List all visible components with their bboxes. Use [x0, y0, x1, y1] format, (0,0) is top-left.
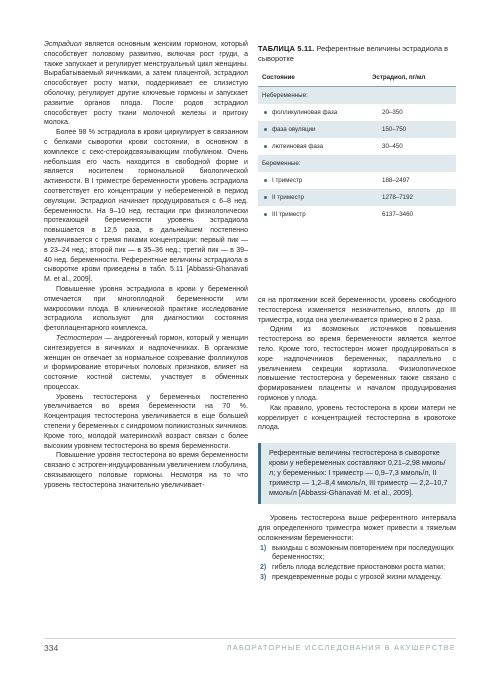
paragraph-complications: Уровень тестостерона выше референтного интервала для определенного триместра может привести к тяжелым осложнениям беременности: [258, 515, 456, 542]
row-label: III триместр [272, 211, 306, 219]
list-item [258, 544, 456, 564]
reference-note-box: Референтные величины тестостерона в сыворотке крови у небеременных составляют 0,21–2,98 ммоль/л; у беременных: I триместр — 0,9–7,3 ммоль/л, II триместр — 1,2–8,4 ммоль/л, III триместр — 2,2–10,7 ммоль/л [Abbassi-Ghanavati M. et al., 2009]. [258, 443, 456, 504]
paragraph-testosterone-intro [44, 334, 248, 393]
list-item-text: выкидыш с возможным повторением при последующих беременностях; [272, 544, 454, 562]
table-header-row [258, 69, 456, 87]
term-testosterone: Тестостерон [56, 334, 103, 342]
row-value: 30–450 [382, 143, 403, 151]
table-block [258, 44, 456, 223]
table-group-row [258, 155, 456, 172]
table-number: ТАБЛИЦА 5.11. [258, 44, 315, 53]
bullet-icon [264, 213, 267, 216]
row-label: лютеиновая фаза [272, 143, 324, 151]
paragraph-continuation: ся на протяжении всей беременности, уровень свободного тестостерона изменяется незначительно, вплоть до III триместра, когда она увеличивается примерно в 2 раза. [258, 297, 456, 324]
paragraph-text: — андрогенный гормон, который у женщин синтезируется в яичниках и надпочечниках. В организме женщин он отвечает за нормальное созревание фолликулов и формирование вторичных половых признаков, влияет на состояние костной системы, участвует в обменных процессах. [44, 334, 248, 391]
paragraph-text: является основным женским гормоном, который способствует половому развитию, включая рост груди, а также запускает и регулирует менструальный цикл женщины. Вырабатываемый яичниками, а затем плацентой, эстрадиол способствует росту матки, поддерживает ее слизистую оболочку, регулирует другие ключевые гормоны и запускает развитие органов плода. После родов эстрадиол способствует росту ткани молочной железы и притоку молока. [44, 41, 248, 127]
footer-rule [44, 638, 456, 639]
row-value: 1278–7192 [382, 194, 413, 202]
row-value: 188–2497 [382, 177, 410, 185]
table-row [258, 104, 456, 121]
list-item [258, 563, 456, 573]
header-value: Эстрадиол, пг/мл [372, 74, 426, 82]
row-value: 6137–3460 [382, 211, 413, 219]
complications-list [258, 544, 456, 583]
list-marker: 2) [260, 564, 267, 572]
list-item-text: гибель плода вследствие приостановки роста матки; [272, 564, 446, 572]
list-item-text: преждевременные роды с угрозой жизни младенцу. [272, 573, 442, 581]
paragraph-estradiol-blood: Более 98 % эстрадиола в крови циркулирует в связанном с белками сыворотки крови состоянии, в основном в комплексе с секс-стероидсвязывающим глобулином. Очень небольшая его часть находится в свободной форме и является носителем гормональной биологической активности. В I триместре беременности уровень эстрадиола соответствует его концентрации у небеременной в период овуляции. Эстрадиол начинает продуцироваться с 6–8 нед. беременности. На 9–10 нед. гестации при физиологически протекающей беременности уровень эстрадиола повышается в 12,5 раза, в дальнейшем постепенно увеличивается с тремя пиками концентрации: первый пик — в 23–24 нед.; второй пик — в 35–36 нед.; третий пик — в 39–40 нед. беременности. Референтные величины эстрадиола в сыворотке крови приведены в табл. 5.11 [Abbassi-Ghanavati M. et al., 2009]. [44, 129, 248, 284]
table-row [258, 206, 456, 223]
list-marker: 1) [260, 544, 267, 552]
row-label: фолликулиновая фаза [272, 109, 338, 117]
paragraph-testosterone-level: Уровень тестостерона у беременных постепенно увеличивается во время беременности на 70 %. Концентрация тестостерона увеличивается в еще большей степени у беременных с синдромом поликистозных яичников. Кроме того, молодой материнский возраст связан с более высоким уровнем тестостерона во время беременности. [44, 393, 248, 450]
term-estradiol: Эстрадиол [44, 41, 82, 48]
bullet-icon [264, 196, 267, 199]
table-row [258, 172, 456, 189]
header-state: Состояние [262, 74, 295, 82]
page-number: 334 [44, 643, 59, 653]
running-head: ЛАБОРАТОРНЫЕ ИССЛЕДОВАНИЯ В АКУШЕРСТВЕ [226, 643, 456, 652]
left-text-column [44, 40, 248, 491]
group-label: Беременные: [262, 160, 301, 168]
bullet-icon [264, 145, 267, 148]
right-text-column [258, 296, 456, 583]
bullet-icon [264, 111, 267, 114]
table-caption-text: Референтные величины эстрадиола в сыворотке [258, 44, 449, 63]
paragraph-estradiol-intro [44, 40, 248, 128]
list-marker: 3) [260, 573, 267, 581]
paragraph-testosterone-globulin: Повышение уровня тестостерона во время беременности связано с эстроген-индуцированным увеличением глобулина, связывающего половые гормоны. Несмотря на то что уровень тестостерона значительно увеличивает- [44, 452, 248, 489]
row-label: фаза овуляции [272, 126, 316, 134]
estradiol-table [258, 69, 456, 223]
bullet-icon [264, 128, 267, 131]
table-row [258, 138, 456, 155]
row-value: 150–750 [382, 126, 407, 134]
table-row [258, 189, 456, 206]
bullet-icon [264, 179, 267, 182]
group-label: Небеременные: [262, 92, 308, 100]
row-value: 20–350 [382, 109, 403, 117]
table-group-row [258, 87, 456, 104]
list-item [258, 573, 456, 583]
row-label: II триместр [272, 194, 304, 202]
row-label: I триместр [272, 177, 303, 185]
paragraph-no-correlation: Как правило, уровень тестостерона в крови матери не коррелирует с концентрацией тестостерона в кровотоке плода. [258, 404, 456, 432]
paragraph-estradiol-increase: Повышение уровня эстрадиола в крови у беременной отмечается при многоплодной беременности или макросомии плода. В клинической практике исследование эстрадиола используют для диагностики состояния фетоплацентарного комплекса. [44, 285, 248, 333]
table-row [258, 121, 456, 138]
paragraph-corpus-luteum: Одним из возможных источников повышения тестостерона во время беременности является желтое тело. Кроме того, тестостерон может продуцироваться в коре надпочечников беременных, параллельно с увеличением секреции кортизола. Физиологическое повышение тестостерона у беременных также связано с формированием плаценты и началом продуцирования гормонов у плода. [258, 326, 456, 402]
table-caption [258, 44, 456, 63]
